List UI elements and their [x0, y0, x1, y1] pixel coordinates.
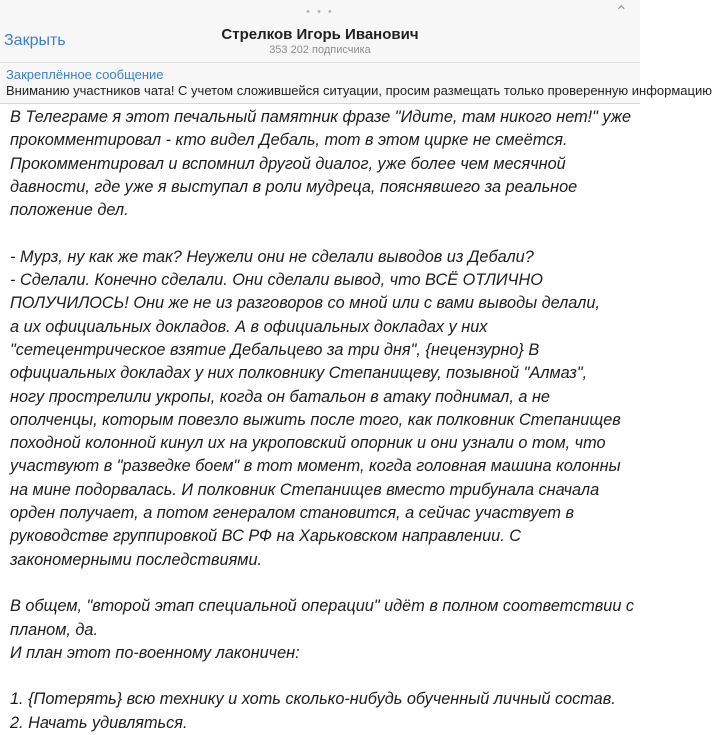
pinned-message-label: Закреплённое сообщение: [6, 67, 164, 82]
drag-handle[interactable]: • • •: [306, 6, 334, 18]
message-line: походной колонной кинул их на укроповский опорник и они узнали о том, что: [10, 434, 606, 453]
message-body: [10, 106, 636, 735]
channel-title: Стрелков Игорь Иванович: [221, 26, 419, 43]
message-line: 2. Начать удивляться.: [10, 713, 188, 732]
message-line: а их официальных докладов. А в официальных докладах у них: [10, 317, 488, 336]
message-line: участвуют в "разведке боем" в тот момент, когда головная машина колонны: [10, 457, 621, 476]
message-line: [10, 665, 636, 688]
message-line: официальных докладах у них полковнику Степанищеву, позывной "Алмаз",: [10, 364, 588, 383]
message-line: руководстве группировкой ВС РФ на Харьковском направлении. С: [10, 527, 522, 546]
message-line: Прокомментировал и вспомнил другой диалог, уже более чем месячной: [10, 154, 566, 173]
message-line: - Сделали. Конечно сделали. Они сделали вывод, что ВСЁ ОТЛИЧНО: [10, 271, 543, 290]
message-line: [10, 222, 636, 245]
message-line: ногу прострелили укропы, когда он батальон в атаку поднимал, а не: [10, 387, 550, 406]
message-line: давности, где уже я выступал в роли мудреца, пояснявшего за реальное: [10, 177, 578, 196]
close-button[interactable]: Закрыть: [4, 32, 66, 49]
message-line: - Мурз, ну как же так? Неужели они не сделали выводов из Дебали?: [10, 247, 534, 266]
message-line: И план этот по-военному лаконичен:: [10, 643, 300, 662]
message-line: на мине подорвалась. И полковник Степанищев вместо трибунала сначала: [10, 480, 600, 499]
channel-header: [0, 0, 640, 62]
message-line: [10, 572, 636, 595]
message-line: положение дел.: [10, 201, 129, 220]
subscriber-count: 353 202 подписчика: [269, 44, 371, 56]
message-line: 1. {Потерять} всю технику и хоть сколько-нибудь обученный личный состав.: [10, 690, 616, 709]
message-line: закономерными последствиями.: [10, 550, 263, 569]
message-line: орден получает, а потом генералом становится, а сейчас участвует в: [10, 504, 574, 523]
message-line: ПОЛУЧИЛОСЬ! Они же не из разговоров со мной или с вами выводы делали,: [10, 294, 600, 313]
message-line: В общем, "второй этап специальной операции" идёт в полном соответствии с: [10, 597, 635, 616]
message-line: "сетецентрическое взятие Дебальцево за три дня", {нецензурно} В: [10, 340, 540, 359]
message-line: ополченцы, которым повезло выжить после того, как полковник Степанищев: [10, 410, 621, 429]
more-icon[interactable]: ⌃: [614, 4, 628, 21]
message-line: планом, да.: [10, 620, 98, 639]
pinned-message-text: Вниманию участников чата! С учетом сложившейся ситуации, просим размещать только проверенную информацию: [6, 83, 712, 98]
message-line: В Телеграме я этот печальный памятник фразе "Идите, там никого нет!" уже: [10, 108, 632, 126]
pinned-message-bar[interactable]: [0, 62, 712, 104]
message-line: прокомментировал - кто видел Дебаль, тот в этом цирке не смеётся.: [10, 131, 568, 150]
